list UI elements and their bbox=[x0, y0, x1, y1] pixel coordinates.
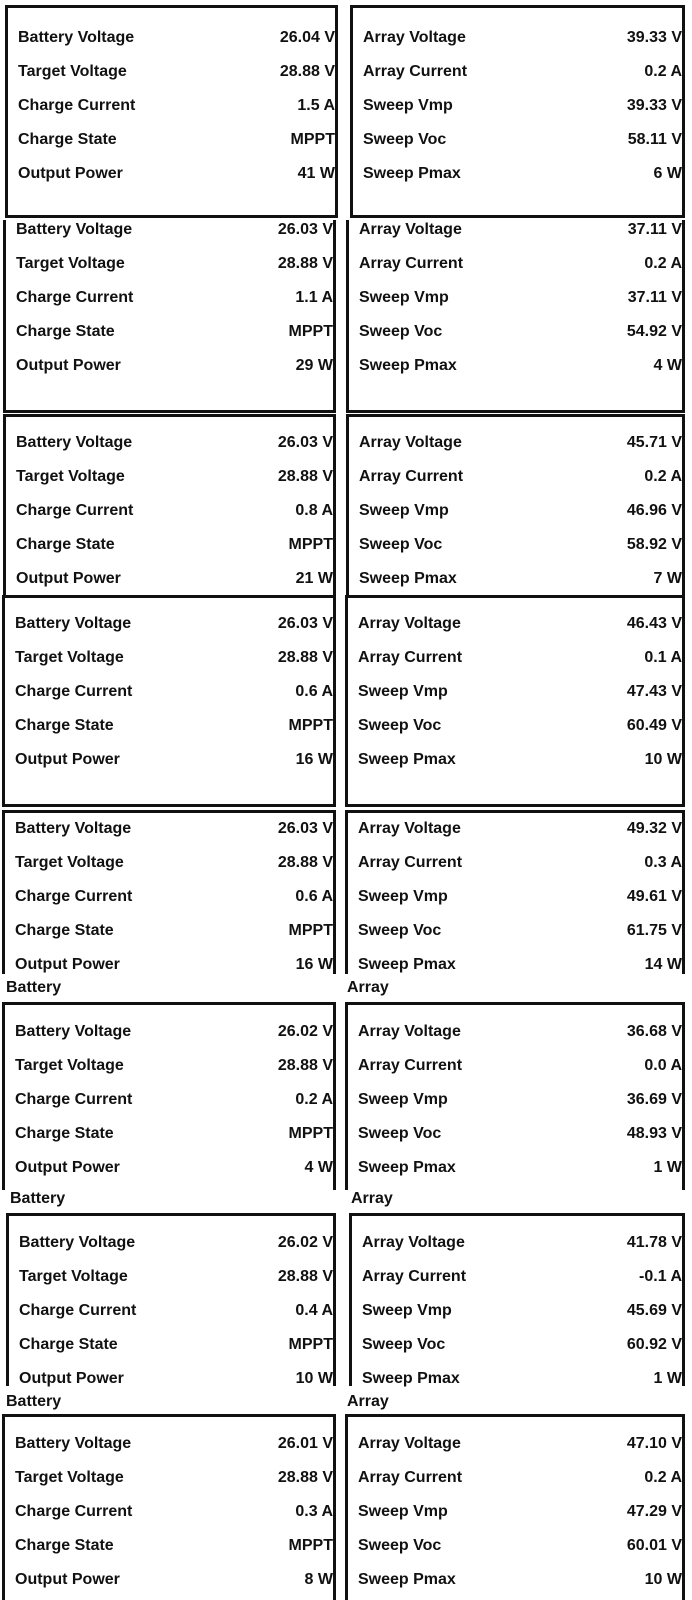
array-label: Array Voltage bbox=[359, 221, 462, 238]
array-label: Sweep Pmax bbox=[362, 1370, 460, 1387]
battery-row-target-voltage bbox=[18, 62, 335, 82]
array-value: 41.78 V bbox=[626, 1234, 682, 1251]
array-row-array-voltage bbox=[363, 28, 682, 48]
array-panel bbox=[345, 1002, 685, 1190]
battery-row-output-power bbox=[15, 1158, 333, 1178]
battery-panel bbox=[3, 414, 336, 596]
battery-row-charge-state bbox=[18, 130, 335, 150]
array-value: 7 W bbox=[653, 570, 682, 587]
array-label: Array Voltage bbox=[358, 1435, 461, 1452]
array-row-sweep-voc bbox=[359, 322, 682, 342]
battery-value: 28.88 V bbox=[277, 1057, 333, 1074]
array-row-array-current bbox=[358, 1056, 682, 1076]
array-value: 46.96 V bbox=[626, 502, 682, 519]
battery-label: Target Voltage bbox=[15, 1469, 124, 1486]
battery-label: Charge State bbox=[15, 922, 114, 939]
array-row-array-current bbox=[359, 254, 682, 274]
battery-value: 41 W bbox=[297, 165, 335, 182]
battery-label: Battery Voltage bbox=[19, 1234, 136, 1251]
array-value: 1 W bbox=[653, 1370, 682, 1387]
battery-value: 21 W bbox=[295, 570, 333, 587]
battery-value: 16 W bbox=[295, 751, 333, 768]
battery-row-battery-voltage bbox=[16, 220, 333, 240]
array-label: Sweep Voc bbox=[358, 717, 442, 734]
array-row-sweep-vmp bbox=[358, 1090, 682, 1110]
array-value: -0.1 A bbox=[639, 1268, 682, 1285]
array-label: Sweep Vmp bbox=[358, 683, 448, 700]
battery-label: Output Power bbox=[19, 1370, 124, 1387]
battery-label: Charge Current bbox=[19, 1302, 137, 1319]
array-value: 39.33 V bbox=[626, 29, 682, 46]
battery-value: 16 W bbox=[295, 956, 333, 973]
battery-row-output-power bbox=[15, 955, 333, 975]
battery-label: Output Power bbox=[15, 751, 120, 768]
array-value: 49.32 V bbox=[626, 820, 682, 837]
array-row-array-voltage bbox=[362, 1233, 682, 1253]
battery-row-battery-voltage bbox=[18, 28, 335, 48]
battery-row-output-power bbox=[19, 1369, 333, 1389]
array-value: 14 W bbox=[644, 956, 682, 973]
battery-row-charge-state bbox=[15, 1536, 333, 1556]
array-row-sweep-voc bbox=[359, 535, 682, 555]
array-label: Sweep Pmax bbox=[359, 357, 457, 374]
array-value: 47.10 V bbox=[626, 1435, 682, 1452]
array-label: Sweep Voc bbox=[362, 1336, 446, 1353]
battery-value: 1.5 A bbox=[297, 97, 335, 114]
array-row-sweep-voc bbox=[363, 130, 682, 150]
array-section-title: Array bbox=[351, 1190, 393, 1207]
battery-row-battery-voltage bbox=[15, 1022, 333, 1042]
battery-value: MPPT bbox=[288, 1336, 333, 1353]
battery-value: MPPT bbox=[288, 536, 333, 553]
battery-value: 28.88 V bbox=[277, 854, 333, 871]
battery-value: 26.02 V bbox=[277, 1234, 333, 1251]
battery-label: Charge Current bbox=[15, 888, 133, 905]
array-row-array-current bbox=[358, 648, 682, 668]
array-label: Array Current bbox=[358, 1057, 463, 1074]
battery-row-output-power bbox=[18, 164, 335, 184]
battery-value: 8 W bbox=[304, 1571, 333, 1588]
array-label: Sweep Vmp bbox=[358, 1503, 448, 1520]
battery-label: Charge Current bbox=[16, 289, 134, 306]
array-label: Array Voltage bbox=[358, 615, 461, 632]
battery-row-target-voltage bbox=[15, 1056, 333, 1076]
battery-label: Charge Current bbox=[16, 502, 134, 519]
battery-row-charge-current bbox=[15, 1090, 333, 1110]
array-value: 60.49 V bbox=[626, 717, 682, 734]
array-row-sweep-vmp bbox=[358, 682, 682, 702]
array-label: Array Current bbox=[363, 63, 468, 80]
battery-label: Battery Voltage bbox=[15, 1023, 132, 1040]
array-label: Sweep Pmax bbox=[358, 1159, 456, 1176]
battery-value: 0.3 A bbox=[295, 1503, 333, 1520]
battery-value: 28.88 V bbox=[277, 1469, 333, 1486]
battery-row-battery-voltage bbox=[15, 614, 333, 634]
battery-row-charge-current bbox=[18, 96, 335, 116]
array-value: 36.68 V bbox=[626, 1023, 682, 1040]
battery-row-charge-current bbox=[15, 887, 333, 907]
array-label: Array Current bbox=[358, 854, 463, 871]
array-row-array-voltage bbox=[358, 614, 682, 634]
battery-row-charge-current bbox=[19, 1301, 333, 1321]
array-row-sweep-voc bbox=[362, 1335, 682, 1355]
battery-label: Charge State bbox=[16, 536, 115, 553]
battery-row-charge-state bbox=[15, 921, 333, 941]
array-label: Array Voltage bbox=[358, 820, 461, 837]
array-value: 10 W bbox=[644, 751, 682, 768]
battery-value: 0.6 A bbox=[295, 683, 333, 700]
array-row-array-voltage bbox=[359, 433, 682, 453]
array-value: 48.93 V bbox=[626, 1125, 682, 1142]
array-value: 49.61 V bbox=[626, 888, 682, 905]
battery-label: Charge State bbox=[15, 717, 114, 734]
battery-value: 26.03 V bbox=[277, 434, 333, 451]
battery-label: Battery Voltage bbox=[16, 434, 133, 451]
battery-value: 29 W bbox=[295, 357, 333, 374]
battery-row-target-voltage bbox=[19, 1267, 333, 1287]
array-value: 45.69 V bbox=[626, 1302, 682, 1319]
array-value: 0.2 A bbox=[644, 468, 682, 485]
battery-label: Output Power bbox=[16, 357, 121, 374]
battery-label: Output Power bbox=[18, 165, 123, 182]
array-value: 0.0 A bbox=[644, 1057, 682, 1074]
array-section-title: Array bbox=[347, 1393, 389, 1410]
battery-label: Charge Current bbox=[18, 97, 136, 114]
array-value: 47.43 V bbox=[626, 683, 682, 700]
array-row-array-current bbox=[359, 467, 682, 487]
battery-label: Charge State bbox=[16, 323, 115, 340]
battery-value: MPPT bbox=[288, 717, 333, 734]
battery-section-title: Battery bbox=[6, 979, 62, 996]
array-value: 6 W bbox=[653, 165, 682, 182]
array-label: Sweep Pmax bbox=[358, 956, 456, 973]
array-value: 58.11 V bbox=[627, 131, 682, 148]
battery-value: 0.6 A bbox=[295, 888, 333, 905]
battery-value: 26.03 V bbox=[277, 221, 333, 238]
array-row-sweep-pmax bbox=[358, 1158, 682, 1178]
array-value: 0.2 A bbox=[644, 63, 682, 80]
battery-label: Output Power bbox=[15, 1571, 120, 1588]
array-row-array-current bbox=[358, 853, 682, 873]
array-row-sweep-vmp bbox=[358, 887, 682, 907]
battery-row-charge-state bbox=[15, 716, 333, 736]
battery-row-target-voltage bbox=[16, 254, 333, 274]
array-label: Array Current bbox=[358, 649, 463, 666]
array-value: 60.01 V bbox=[626, 1537, 682, 1554]
battery-value: 26.04 V bbox=[279, 29, 335, 46]
array-label: Sweep Voc bbox=[358, 922, 442, 939]
array-panel bbox=[345, 1414, 685, 1600]
array-label: Sweep Pmax bbox=[358, 1571, 456, 1588]
battery-row-target-voltage bbox=[16, 467, 333, 487]
battery-section-title: Battery bbox=[6, 1393, 62, 1410]
array-value: 37.11 V bbox=[627, 221, 682, 238]
array-row-sweep-pmax bbox=[359, 356, 682, 376]
battery-label: Target Voltage bbox=[19, 1268, 128, 1285]
array-row-sweep-voc bbox=[358, 716, 682, 736]
battery-value: 28.88 V bbox=[277, 1268, 333, 1285]
array-row-sweep-vmp bbox=[358, 1502, 682, 1522]
array-label: Array Voltage bbox=[359, 434, 462, 451]
battery-label: Charge State bbox=[15, 1125, 114, 1142]
array-label: Array Current bbox=[359, 255, 464, 272]
array-label: Array Voltage bbox=[363, 29, 466, 46]
array-row-sweep-vmp bbox=[359, 501, 682, 521]
battery-row-output-power bbox=[16, 569, 333, 589]
array-row-sweep-pmax bbox=[362, 1369, 682, 1389]
battery-label: Charge State bbox=[19, 1336, 118, 1353]
battery-label: Battery Voltage bbox=[15, 615, 132, 632]
array-row-array-current bbox=[362, 1267, 682, 1287]
array-label: Array Current bbox=[362, 1268, 467, 1285]
battery-panel bbox=[2, 1002, 336, 1190]
array-value: 4 W bbox=[653, 357, 682, 374]
battery-panel bbox=[2, 1414, 336, 1600]
array-value: 10 W bbox=[644, 1571, 682, 1588]
battery-label: Charge Current bbox=[15, 1091, 133, 1108]
array-panel bbox=[346, 220, 685, 413]
array-row-array-current bbox=[358, 1468, 682, 1488]
array-label: Sweep Vmp bbox=[358, 1091, 448, 1108]
battery-value: MPPT bbox=[288, 323, 333, 340]
array-panel bbox=[349, 1213, 685, 1386]
array-panel bbox=[345, 595, 685, 807]
battery-label: Charge State bbox=[15, 1537, 114, 1554]
battery-label: Target Voltage bbox=[15, 649, 124, 666]
array-section-title: Array bbox=[347, 979, 389, 996]
array-label: Sweep Voc bbox=[358, 1125, 442, 1142]
array-row-sweep-pmax bbox=[359, 569, 682, 589]
battery-label: Target Voltage bbox=[15, 854, 124, 871]
battery-label: Battery Voltage bbox=[15, 820, 132, 837]
array-value: 0.1 A bbox=[644, 649, 682, 666]
battery-value: 0.4 A bbox=[295, 1302, 333, 1319]
battery-row-target-voltage bbox=[15, 853, 333, 873]
battery-label: Battery Voltage bbox=[18, 29, 135, 46]
battery-row-charge-state bbox=[19, 1335, 333, 1355]
battery-value: 0.2 A bbox=[295, 1091, 333, 1108]
array-value: 39.33 V bbox=[626, 97, 682, 114]
battery-value: 26.03 V bbox=[277, 615, 333, 632]
array-row-sweep-pmax bbox=[358, 750, 682, 770]
battery-value: 28.88 V bbox=[279, 63, 335, 80]
battery-label: Output Power bbox=[15, 1159, 120, 1176]
array-value: 47.29 V bbox=[626, 1503, 682, 1520]
array-row-sweep-voc bbox=[358, 921, 682, 941]
battery-row-output-power bbox=[16, 356, 333, 376]
array-panel bbox=[345, 810, 685, 974]
array-value: 54.92 V bbox=[626, 323, 682, 340]
array-value: 46.43 V bbox=[626, 615, 682, 632]
battery-value: MPPT bbox=[288, 1125, 333, 1142]
array-row-array-current bbox=[363, 62, 682, 82]
array-value: 61.75 V bbox=[626, 922, 682, 939]
array-value: 0.3 A bbox=[644, 854, 682, 871]
battery-label: Target Voltage bbox=[15, 1057, 124, 1074]
array-label: Array Current bbox=[358, 1469, 463, 1486]
battery-row-charge-current bbox=[15, 1502, 333, 1522]
array-label: Array Current bbox=[359, 468, 464, 485]
battery-value: 28.88 V bbox=[277, 468, 333, 485]
battery-row-output-power bbox=[15, 750, 333, 770]
battery-row-battery-voltage bbox=[16, 433, 333, 453]
battery-value: 28.88 V bbox=[277, 649, 333, 666]
array-label: Sweep Pmax bbox=[363, 165, 461, 182]
array-row-array-voltage bbox=[358, 1434, 682, 1454]
array-label: Sweep Voc bbox=[359, 323, 443, 340]
battery-panel bbox=[2, 810, 336, 974]
battery-label: Charge Current bbox=[15, 683, 133, 700]
array-row-sweep-voc bbox=[358, 1536, 682, 1556]
array-row-sweep-vmp bbox=[359, 288, 682, 308]
battery-value: 0.8 A bbox=[295, 502, 333, 519]
battery-section-title: Battery bbox=[10, 1190, 66, 1207]
battery-value: 26.01 V bbox=[277, 1435, 333, 1452]
battery-panel bbox=[3, 220, 336, 413]
array-label: Sweep Voc bbox=[358, 1537, 442, 1554]
array-value: 45.71 V bbox=[626, 434, 682, 451]
array-label: Array Voltage bbox=[358, 1023, 461, 1040]
array-value: 1 W bbox=[653, 1159, 682, 1176]
battery-value: 26.03 V bbox=[277, 820, 333, 837]
battery-label: Output Power bbox=[15, 956, 120, 973]
battery-row-charge-current bbox=[15, 682, 333, 702]
battery-value: 28.88 V bbox=[277, 255, 333, 272]
battery-panel bbox=[6, 1213, 336, 1386]
battery-value: MPPT bbox=[290, 131, 335, 148]
battery-value: 10 W bbox=[295, 1370, 333, 1387]
array-label: Sweep Pmax bbox=[358, 751, 456, 768]
array-value: 60.92 V bbox=[626, 1336, 682, 1353]
array-row-array-voltage bbox=[358, 1022, 682, 1042]
array-value: 0.2 A bbox=[644, 255, 682, 272]
array-row-sweep-pmax bbox=[358, 955, 682, 975]
battery-row-charge-current bbox=[16, 288, 333, 308]
battery-value: 26.02 V bbox=[277, 1023, 333, 1040]
battery-row-charge-state bbox=[16, 535, 333, 555]
battery-value: 4 W bbox=[304, 1159, 333, 1176]
battery-row-target-voltage bbox=[15, 648, 333, 668]
array-label: Sweep Voc bbox=[359, 536, 443, 553]
array-value: 36.69 V bbox=[626, 1091, 682, 1108]
battery-value: MPPT bbox=[288, 1537, 333, 1554]
battery-row-charge-current bbox=[16, 501, 333, 521]
battery-value: MPPT bbox=[288, 922, 333, 939]
battery-row-output-power bbox=[15, 1570, 333, 1590]
array-row-array-voltage bbox=[358, 819, 682, 839]
array-row-sweep-pmax bbox=[363, 164, 682, 184]
battery-value: 1.1 A bbox=[295, 289, 333, 306]
array-row-array-voltage bbox=[359, 220, 682, 240]
battery-row-battery-voltage bbox=[15, 819, 333, 839]
battery-label: Charge State bbox=[18, 131, 117, 148]
array-label: Sweep Vmp bbox=[359, 289, 449, 306]
array-label: Sweep Vmp bbox=[362, 1302, 452, 1319]
battery-panel bbox=[5, 5, 338, 218]
array-value: 37.11 V bbox=[627, 289, 682, 306]
array-label: Sweep Vmp bbox=[358, 888, 448, 905]
array-label: Array Voltage bbox=[362, 1234, 465, 1251]
battery-label: Battery Voltage bbox=[16, 221, 133, 238]
battery-label: Target Voltage bbox=[16, 468, 125, 485]
battery-label: Charge Current bbox=[15, 1503, 133, 1520]
array-value: 0.2 A bbox=[644, 1469, 682, 1486]
array-row-sweep-vmp bbox=[362, 1301, 682, 1321]
array-row-sweep-pmax bbox=[358, 1570, 682, 1590]
battery-row-battery-voltage bbox=[19, 1233, 333, 1253]
array-row-sweep-vmp bbox=[363, 96, 682, 116]
array-label: Sweep Pmax bbox=[359, 570, 457, 587]
array-label: Sweep Voc bbox=[363, 131, 447, 148]
battery-row-target-voltage bbox=[15, 1468, 333, 1488]
array-label: Sweep Vmp bbox=[359, 502, 449, 519]
battery-label: Target Voltage bbox=[16, 255, 125, 272]
battery-label: Output Power bbox=[16, 570, 121, 587]
battery-row-battery-voltage bbox=[15, 1434, 333, 1454]
array-panel bbox=[350, 5, 685, 218]
battery-row-charge-state bbox=[16, 322, 333, 342]
battery-row-charge-state bbox=[15, 1124, 333, 1144]
battery-label: Target Voltage bbox=[18, 63, 127, 80]
array-label: Sweep Vmp bbox=[363, 97, 453, 114]
array-value: 58.92 V bbox=[626, 536, 682, 553]
array-row-sweep-voc bbox=[358, 1124, 682, 1144]
array-panel bbox=[346, 414, 685, 596]
battery-panel bbox=[2, 595, 336, 807]
battery-label: Battery Voltage bbox=[15, 1435, 132, 1452]
